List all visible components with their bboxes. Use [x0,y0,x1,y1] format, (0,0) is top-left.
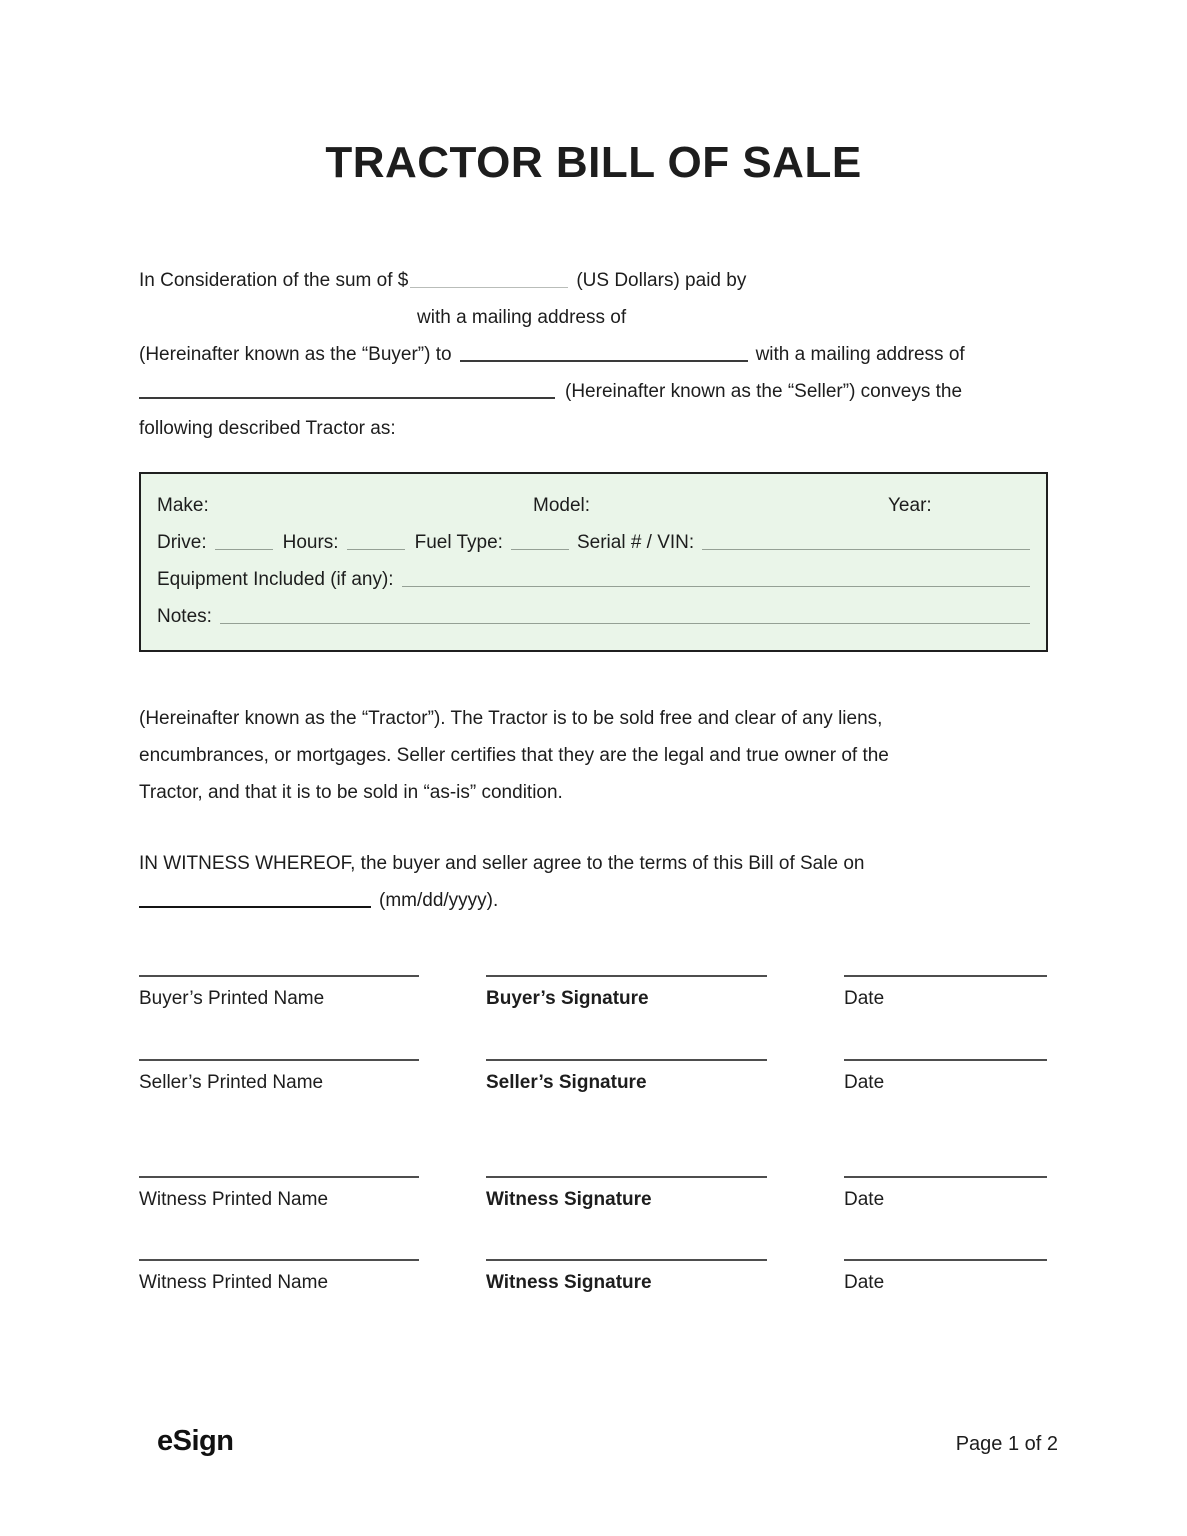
document-body [139,262,1048,1296]
fuel-type-label: Fuel Type: [414,532,503,553]
witness2-date-line[interactable] [844,1259,1047,1261]
intro-line1-pre-text: In Consideration of the sum of $ [139,270,409,291]
seller-printed-name-line[interactable] [139,1059,419,1061]
hours-label: Hours: [282,532,339,553]
clause-line-2: encumbrances, or mortgages. Seller certifies that they are the legal and true owner of the [139,745,889,766]
vehicle-row-2 [157,524,1030,561]
tractor-details-box [139,472,1048,652]
witness2-printed-name-block [139,1259,419,1296]
buyer-date-block [844,975,1047,1012]
intro-line-3 [139,336,1048,373]
date-format-text: (mm/dd/yyyy). [379,890,499,911]
notes-label: Notes: [157,606,212,627]
witness2-signature-row [139,1259,1048,1296]
make-label: Make: [157,495,209,516]
buyer-signature-row [139,975,1048,1012]
agreement-date-field[interactable] [139,888,371,908]
page-number: Page 1 of 2 [955,1433,1058,1455]
witness1-date-line[interactable] [844,1176,1047,1178]
buyer-signature-line[interactable] [486,975,767,977]
seller-printed-name-block [139,1059,419,1096]
witness2-date-label: Date [844,1272,885,1293]
seller-clause-text: (Hereinafter known as the “Seller”) conveys the [565,381,963,402]
intro-line1-post-text: (US Dollars) paid by [576,270,747,291]
consideration-paragraph [139,262,1048,447]
signature-section [139,975,1048,1296]
drive-field[interactable] [215,530,273,550]
witness1-printed-name-line[interactable] [139,1176,419,1178]
sum-amount-field[interactable] [410,268,568,288]
buyer-date-label: Date [844,988,885,1009]
esign-logo: eSign [157,1425,234,1457]
witness1-signature-label: Witness Signature [486,1189,652,1210]
witness1-date-label: Date [844,1189,885,1210]
seller-signature-block [486,1059,767,1096]
intro-line-4 [139,373,1048,410]
seller-date-label: Date [844,1072,885,1093]
witness1-printed-name-label: Witness Printed Name [139,1189,329,1210]
witness2-signature-line[interactable] [486,1259,767,1261]
seller-printed-name-label: Seller’s Printed Name [139,1072,324,1093]
buyer-printed-name-label: Buyer’s Printed Name [139,988,325,1009]
witness1-signature-block [486,1176,767,1213]
intro-line-2 [139,299,1048,336]
serial-vin-field[interactable] [702,530,1030,550]
witness-line-2 [139,882,1048,919]
buyer-signature-label: Buyer’s Signature [486,988,649,1009]
intro-line-5 [139,410,1048,447]
buyer-printed-name-line[interactable] [139,975,419,977]
witness1-signature-line[interactable] [486,1176,767,1178]
witness2-signature-block [486,1259,767,1296]
equipment-included-field[interactable] [402,567,1030,587]
buyer-mailing-address-text: with a mailing address of [417,307,627,328]
year-label: Year: [888,495,932,516]
buyer-signature-block [486,975,767,1012]
buyer-date-line[interactable] [844,975,1047,977]
witness1-signature-row [139,1176,1048,1213]
model-label: Model: [533,495,591,516]
seller-signature-row [139,1059,1048,1096]
equipment-included-label: Equipment Included (if any): [157,569,394,590]
witness-line-1: IN WITNESS WHEREOF, the buyer and seller agree to the terms of this Bill of Sale on [139,853,865,874]
witness-whereof-paragraph [139,845,1048,919]
buyer-printed-name-block [139,975,419,1012]
fuel-type-field[interactable] [511,530,569,550]
witness2-printed-name-line[interactable] [139,1259,419,1261]
seller-signature-label: Seller’s Signature [486,1072,647,1093]
seller-mailing-address-text: with a mailing address of [755,344,965,365]
clause-line-3: Tractor, and that it is to be sold in “as-is” condition. [139,782,563,803]
notes-field[interactable] [220,604,1030,624]
seller-name-field[interactable] [460,342,748,362]
serial-vin-label: Serial # / VIN: [576,532,695,553]
witness2-signature-label: Witness Signature [486,1272,652,1293]
clause-line-1: (Hereinafter known as the “Tractor”). The Tractor is to be sold free and clear of any liens, [139,708,883,729]
page-title: TRACTOR BILL OF SALE [325,138,862,187]
seller-signature-line[interactable] [486,1059,767,1061]
hours-field[interactable] [347,530,405,550]
witness2-printed-name-label: Witness Printed Name [139,1272,329,1293]
intro-line-1 [139,262,1048,299]
witness2-date-block [844,1259,1047,1296]
described-tractor-text: following described Tractor as: [139,418,396,439]
witness1-date-block [844,1176,1047,1213]
drive-label: Drive: [157,532,207,553]
vehicle-row-1 [157,487,1030,524]
buyer-clause-text: (Hereinafter known as the “Buyer”) to [139,344,452,365]
vehicle-row-3 [157,561,1030,598]
seller-date-block [844,1059,1047,1096]
witness1-printed-name-block [139,1176,419,1213]
tractor-clause-paragraph [139,700,1048,811]
page-footer [157,1425,1058,1458]
seller-address-field[interactable] [139,379,555,399]
vehicle-row-4 [157,598,1030,635]
seller-date-line[interactable] [844,1059,1047,1061]
